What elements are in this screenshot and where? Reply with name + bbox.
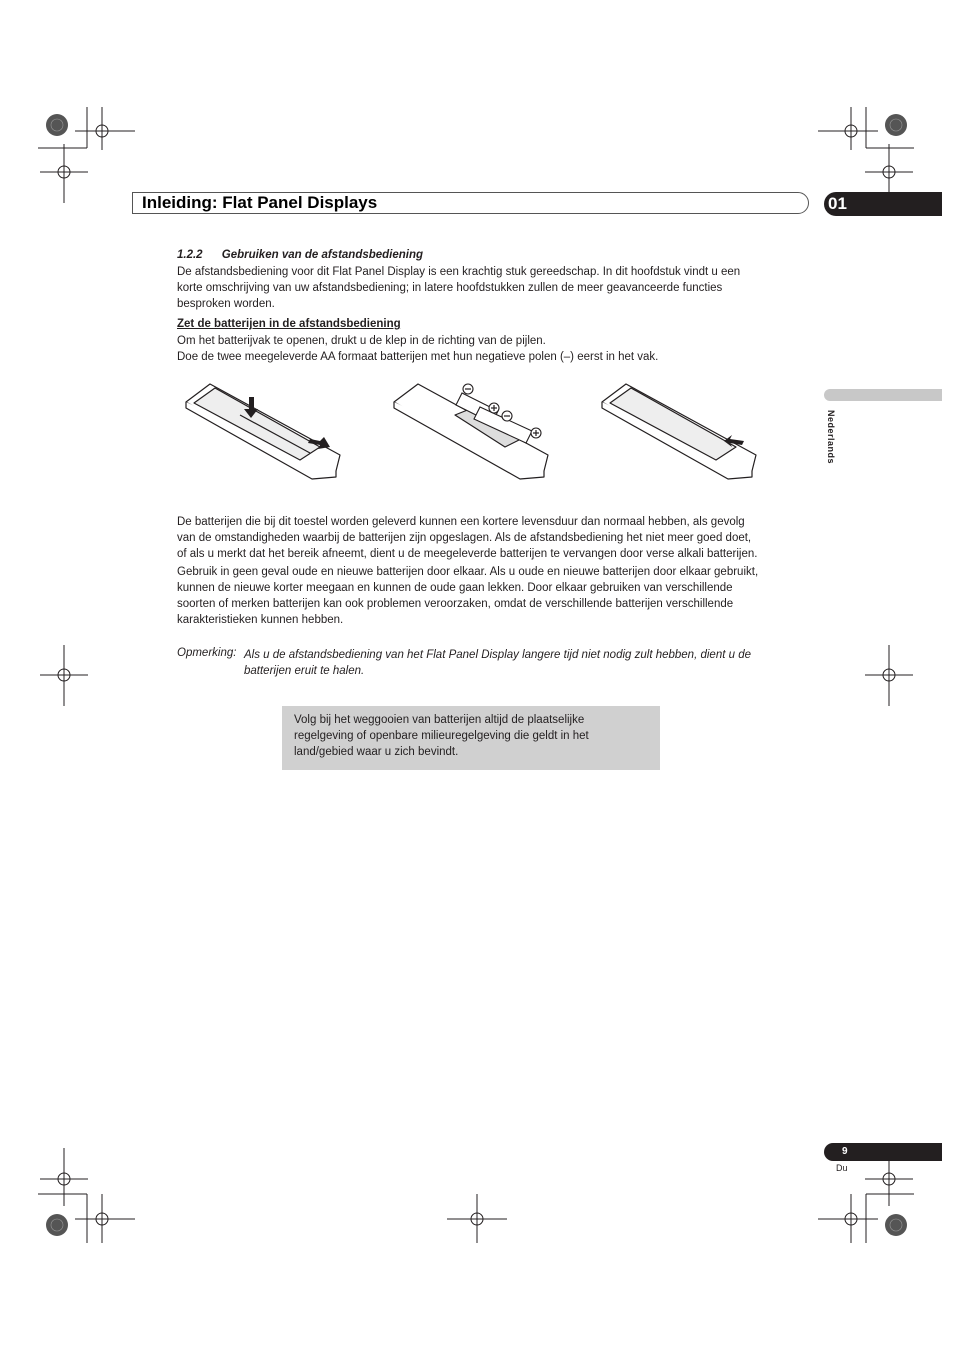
sub-heading: Zet de batterijen in de afstandsbediening — [177, 318, 401, 330]
text-line: De batterijen die bij dit toestel worden geleverd kunnen een kortere levensduur dan normaal hebben, als gevolg — [177, 516, 745, 528]
battery-mixing-paragraph — [177, 564, 809, 628]
remote-step-3 — [602, 384, 756, 479]
text-line: land/gebied waar u zich bevindt. — [294, 746, 459, 758]
text-line: regelgeving of openbare milieuregelgeving die geldt in het — [294, 730, 589, 742]
page-language-code: Du — [836, 1163, 848, 1173]
text-line: van de omstandigheden waarbij de batterijen zijn opgeslagen. Als de afstandsbediening het niet meer goed doet, — [177, 532, 752, 544]
text-line: karakteristieken kunnen hebben. — [177, 614, 344, 626]
remote-step-1 — [186, 384, 340, 479]
page-number: 9 — [842, 1146, 848, 1157]
text-line: Gebruik in geen geval oude en nieuwe batterijen door elkaar. Als u oude en nieuwe batterijen door elkaar gebruikt, — [177, 566, 759, 578]
battery-life-paragraph — [177, 514, 809, 562]
note-text — [244, 647, 814, 679]
instruction-insert: Doe de twee meegeleverde AA formaat batterijen met hun negatieve polen (–) eerst in het vak. — [177, 351, 659, 363]
chapter-number: 01 — [828, 194, 847, 213]
chapter-title: Inleiding: Flat Panel Displays — [142, 193, 378, 212]
text-line: batterijen eruit te halen. — [244, 665, 365, 677]
text-line: Als u de afstandsbediening van het Flat Panel Display langere tijd niet nodig zult hebben, dient u de — [244, 649, 751, 661]
section-heading: 1.2.2 Gebruiken van de afstandsbediening — [177, 249, 424, 261]
text-line: besproken worden. — [177, 298, 275, 310]
text-line: kunnen de nieuwe korter meegaan en kunnen de oude gaan lekken. Door elkaar gebruiken van verschillende — [177, 582, 733, 594]
text-line: korte omschrijving van uw afstandsbediening; in latere hoofdstukken zullen de meer geavanceerde functies — [177, 282, 723, 294]
language-label: Nederlands — [826, 410, 836, 465]
battery-insertion-illustration — [180, 375, 770, 490]
intro-paragraph — [177, 264, 807, 312]
instruction-open: Om het batterijvak te openen, drukt u de klep in de richting van de pijlen. — [177, 335, 546, 347]
text-line: of als u merkt dat het bereik afneemt, dient u de meegeleverde batterijen te vervangen door verse alkali batterijen. — [177, 548, 758, 560]
disposal-notice-box — [282, 706, 660, 770]
text-line: soorten of merken batterijen kan ook problemen veroorzaken, omdat de verschillende batterijen verschillende — [177, 598, 734, 610]
text-line: Volg bij het weggooien van batterijen altijd de plaatselijke — [294, 714, 585, 726]
note-label: Opmerking: — [177, 647, 237, 659]
text-line: De afstandsbediening voor dit Flat Panel Display is een krachtig stuk gereedschap. In dit hoofdstuk vindt u een — [177, 266, 741, 278]
language-tab — [824, 389, 942, 401]
